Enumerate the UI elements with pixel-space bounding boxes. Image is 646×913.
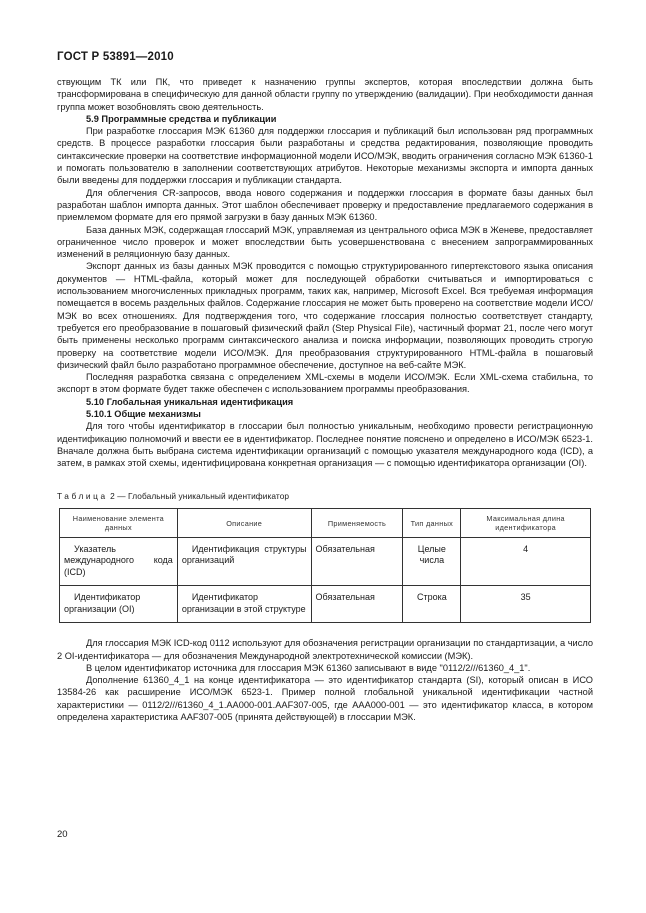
table-cell: 35: [461, 586, 591, 623]
table-cell: Идентификатор организации (OI): [60, 586, 178, 623]
paragraph-5-9-5: Последняя разработка связана с определением XML-схемы в модели ИСО/МЭК. Если XML-схема стабильна, то экспорт в этом формате будет также обеспечен с использованием программы преобразования.: [57, 372, 593, 395]
table-cell: Строка: [403, 586, 461, 623]
identifier-table: [59, 508, 591, 624]
paragraph-after-table-3: Дополнение 61360_4_1 на конце идентификатора — это идентификатор стандарта (SI), который описан в ИСО 13584-26 как расширение ИСО/МЭК 6523-1. Пример полной глобальной уникальной идентификации частной характеристики — 0112/2///61360_4_1.AA000-001.AAF307-005, где AAA000-001 — это идентификатор класса, в котором определена характеристика AAF307-005 (принята действующей) в глоссарии МЭК.: [57, 675, 593, 723]
paragraph-after-table-1: Для глоссария МЭК ICD-код 0112 используют для обозначения регистрации организации по стандартизации, а число 2 OI-идентификатора — для обозначения Международной электротехнической комиссии (МЭК).: [57, 638, 593, 661]
table-caption-label: Таблица: [57, 490, 108, 501]
post-table-text: [57, 637, 593, 723]
table-header-cell: Тип данных: [403, 508, 461, 537]
table-header-cell: Максимальная длина идентификатора: [461, 508, 591, 537]
table-caption: [57, 490, 593, 502]
table-cell: Идентификатор организации в этой структуре: [177, 586, 311, 623]
paragraph-5-9-4: Экспорт данных из базы данных МЭК проводится с помощью структурированного гипертекстового языка описания документов — HTML-файла, который может для последующей обработки считываться и импортироваться с использованием многочисленных прикладных программ, таких как, например, Microsoft Excel. Вся требуемая информация помещается в восемь раздельных файлов. Содержание глоссария не может быть проверено на соответствие модели ИСО/МЭК во всех отношениях. Для подтверждения того, что содержание глоссария полностью соответствует стандарту, требуется его преобразование в пошаговый физический файл (Step Physical File), частичный формат 21, после чего могут быть применены несколько программ синтаксического анализа и поиска информации, позволяющих проводить строгую проверку на соответствие модели ИСО/МЭК. Для преобразования структурированного HTML-файла в пошаговый физический файл было разработано программное обеспечение, доступное на веб-сайте МЭК.: [57, 261, 593, 370]
page-number: 20: [57, 829, 68, 840]
table-row: [60, 586, 591, 623]
table-cell: Обязательная: [311, 586, 403, 623]
table-caption-text: 2 — Глобальный уникальный идентификатор: [110, 490, 290, 501]
paragraph-after-table-2: В целом идентификатор источника для глоссария МЭК 61360 записывают в виде "0112/2///61360_4_1".: [86, 662, 531, 673]
subsection-heading-5-10-1: 5.10.1 Общие механизмы: [86, 409, 201, 420]
table-cell: Обязательная: [311, 537, 403, 586]
paragraph-5-9-1: При разработке глоссария МЭК 61360 для поддержки глоссария и публикаций был использован ряд программных средств. В процессе разработки глоссария были разработаны и средства редактирования, позволяющие проводить синтаксические проверки на соответствие информационной модели ИСО/МЭК, вводить ограничения согласно МЭК 61360-1 и помогать пользователю в заполнении соответствующих атрибутов. Некоторые механизмы экспорта и импорта данных были введены для поддержки глоссария и публикации стандарта.: [57, 126, 594, 186]
table-header-cell: Описание: [177, 508, 311, 537]
paragraph-5-10-1: Для того чтобы идентификатор в глоссарии был полностью уникальным, необходимо провести регистрационную идентификацию полномочий и ввести ее в идентификатор. Последнее понятие пояснено и определено в ИСО/МЭК 6523-1. Вначале должна быть выбрана система идентификации организаций с помощью указателя международного кода (ICD), а затем, в рамках этой схемы, идентифицирована конкретная организация — с помощью идентификатора организации (OI).: [57, 421, 593, 469]
table-cell: Указатель международного кода (ICD): [60, 537, 178, 586]
table-header-cell: Наименование элемента данных: [60, 508, 178, 537]
section-heading-5-10: 5.10 Глобальная уникальная идентификация: [86, 396, 294, 407]
section-heading-5-9: 5.9 Программные средства и публикации: [86, 113, 277, 124]
table-row: [60, 537, 591, 586]
table-header-cell: Применяемость: [311, 508, 403, 537]
table-cell: Идентификация структуры организаций: [177, 537, 311, 586]
table-cell: 4: [461, 537, 591, 586]
table-header-row: [60, 508, 591, 537]
table-cell: Целые числа: [403, 537, 461, 586]
paragraph-continuation: ствующим ТК или ПК, что приведет к назначению группы экспертов, которая впоследствии должна быть трансформирована в специфическую для данной области группу по утверждению (валидации). При необходимости данная группа может возобновлять свою деятельность.: [57, 77, 593, 112]
paragraph-5-9-3: База данных МЭК, содержащая глоссарий МЭК, управляемая из центрального офиса МЭК в Женеве, предоставляет ограниченное число проверок и может впоследствии быть усовершенствована с внесением запрограммированных изменений в реляционную базу данных.: [57, 224, 593, 260]
paragraph-5-9-2: Для облегчения CR-запросов, ввода нового содержания и поддержки глоссария в формате базы данных был разработан шаблон импорта данных. Этот шаблон обеспечивает проверку и предоставление предлагаемого содержания в приемлемом формате для его прямой загрузки в базу данных МЭК 61360.: [57, 187, 593, 223]
document-header-title: ГОСТ Р 53891—2010: [57, 51, 174, 63]
document-body: [57, 76, 593, 723]
